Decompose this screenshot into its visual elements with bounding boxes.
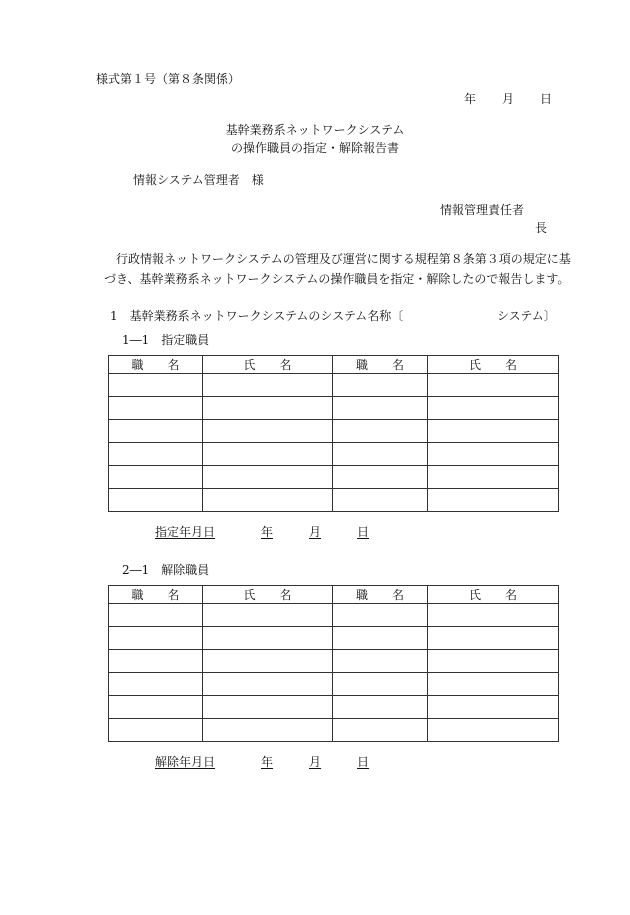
table-cell[interactable] xyxy=(428,627,559,650)
table-cell[interactable] xyxy=(203,420,333,443)
released-date-month: 月 xyxy=(309,755,322,769)
table-row xyxy=(109,696,559,719)
table-cell[interactable] xyxy=(428,673,559,696)
designated-heading: 1―1 指定職員 xyxy=(122,333,210,347)
table-cell[interactable] xyxy=(333,374,428,397)
table-cell[interactable] xyxy=(109,420,203,443)
designated-table xyxy=(108,355,559,512)
table-cell[interactable] xyxy=(109,489,203,512)
table-cell[interactable] xyxy=(428,374,559,397)
column-header-name: 氏 名 xyxy=(203,586,333,604)
table-cell[interactable] xyxy=(203,397,333,420)
released-heading: 2―1 解除職員 xyxy=(122,563,210,577)
table-row xyxy=(109,627,559,650)
table-cell[interactable] xyxy=(109,719,203,742)
date-month: 月 xyxy=(502,92,515,106)
sender-suffix: 長 xyxy=(535,221,548,235)
table-cell[interactable] xyxy=(428,420,559,443)
table-cell[interactable] xyxy=(109,466,203,489)
column-header-name: 氏 名 xyxy=(428,586,559,604)
released-date-line xyxy=(155,755,368,769)
table-header-row xyxy=(109,586,559,604)
table-cell[interactable] xyxy=(109,673,203,696)
table-cell[interactable] xyxy=(428,466,559,489)
released-date-year: 年 xyxy=(261,755,274,769)
designated-date-month: 月 xyxy=(309,525,322,539)
table-row xyxy=(109,489,559,512)
table-cell[interactable] xyxy=(428,696,559,719)
column-header-title: 職 名 xyxy=(333,356,428,374)
table-cell[interactable] xyxy=(333,696,428,719)
column-header-name: 氏 名 xyxy=(428,356,559,374)
column-header-title: 職 名 xyxy=(109,586,203,604)
document-title-line1: 基幹業務系ネットワークシステム xyxy=(225,123,405,137)
table-cell[interactable] xyxy=(203,719,333,742)
table-row xyxy=(109,443,559,466)
table-cell[interactable] xyxy=(333,420,428,443)
table-cell[interactable] xyxy=(333,719,428,742)
table-row xyxy=(109,397,559,420)
table-cell[interactable] xyxy=(428,489,559,512)
table-cell[interactable] xyxy=(203,489,333,512)
table-row xyxy=(109,604,559,627)
table-cell[interactable] xyxy=(109,650,203,673)
body-paragraph: 行政情報ネットワークシステムの管理及び運営に関する規程第８条第３項の規定に基づき、基幹業務系ネットワークシステムの操作職員を指定・解除したので報告します。 xyxy=(104,252,571,286)
table-row xyxy=(109,673,559,696)
designated-date-line xyxy=(155,525,368,539)
table-row xyxy=(109,719,559,742)
table-header-row xyxy=(109,356,559,374)
sender-role: 情報管理責任者 xyxy=(440,203,525,217)
table-cell[interactable] xyxy=(203,627,333,650)
table-cell[interactable] xyxy=(333,673,428,696)
addressee: 情報システム管理者 様 xyxy=(133,173,264,187)
table-cell[interactable] xyxy=(203,673,333,696)
table-cell[interactable] xyxy=(203,650,333,673)
table-cell[interactable] xyxy=(109,696,203,719)
designated-date-year: 年 xyxy=(261,525,274,539)
released-date-day: 日 xyxy=(357,755,370,769)
table-row xyxy=(109,420,559,443)
column-header-name: 氏 名 xyxy=(203,356,333,374)
column-header-title: 職 名 xyxy=(109,356,203,374)
table-row xyxy=(109,466,559,489)
designated-date-label: 指定年月日 xyxy=(155,525,216,539)
table-cell[interactable] xyxy=(203,696,333,719)
released-date-label: 解除年月日 xyxy=(155,755,216,769)
form-number: 様式第１号（第８条関係） xyxy=(96,72,241,86)
table-cell[interactable] xyxy=(109,397,203,420)
table-cell[interactable] xyxy=(428,397,559,420)
table-cell[interactable] xyxy=(428,650,559,673)
table-cell[interactable] xyxy=(203,374,333,397)
table-row xyxy=(109,650,559,673)
table-cell[interactable] xyxy=(203,604,333,627)
table-cell[interactable] xyxy=(109,627,203,650)
table-cell[interactable] xyxy=(428,719,559,742)
table-cell[interactable] xyxy=(203,466,333,489)
table-cell[interactable] xyxy=(333,397,428,420)
table-cell[interactable] xyxy=(333,466,428,489)
section1-suffix: システム〕 xyxy=(497,309,556,323)
table-cell[interactable] xyxy=(109,443,203,466)
table-row xyxy=(109,374,559,397)
date-line xyxy=(464,92,552,106)
table-cell[interactable] xyxy=(203,443,333,466)
column-header-title: 職 名 xyxy=(333,586,428,604)
table-cell[interactable] xyxy=(428,443,559,466)
table-cell[interactable] xyxy=(333,650,428,673)
table-cell[interactable] xyxy=(333,443,428,466)
table-cell[interactable] xyxy=(333,604,428,627)
released-table xyxy=(108,585,559,742)
table-cell[interactable] xyxy=(109,604,203,627)
document-title-line2: の操作職員の指定・解除報告書 xyxy=(230,141,399,155)
date-year: 年 xyxy=(464,92,477,106)
date-day: 日 xyxy=(540,92,553,106)
table-cell[interactable] xyxy=(428,604,559,627)
designated-date-day: 日 xyxy=(357,525,370,539)
section1-label: 1 基幹業務系ネットワークシステムのシステム名称〔 xyxy=(110,309,404,323)
table-cell[interactable] xyxy=(333,489,428,512)
table-cell[interactable] xyxy=(109,374,203,397)
table-cell[interactable] xyxy=(333,627,428,650)
